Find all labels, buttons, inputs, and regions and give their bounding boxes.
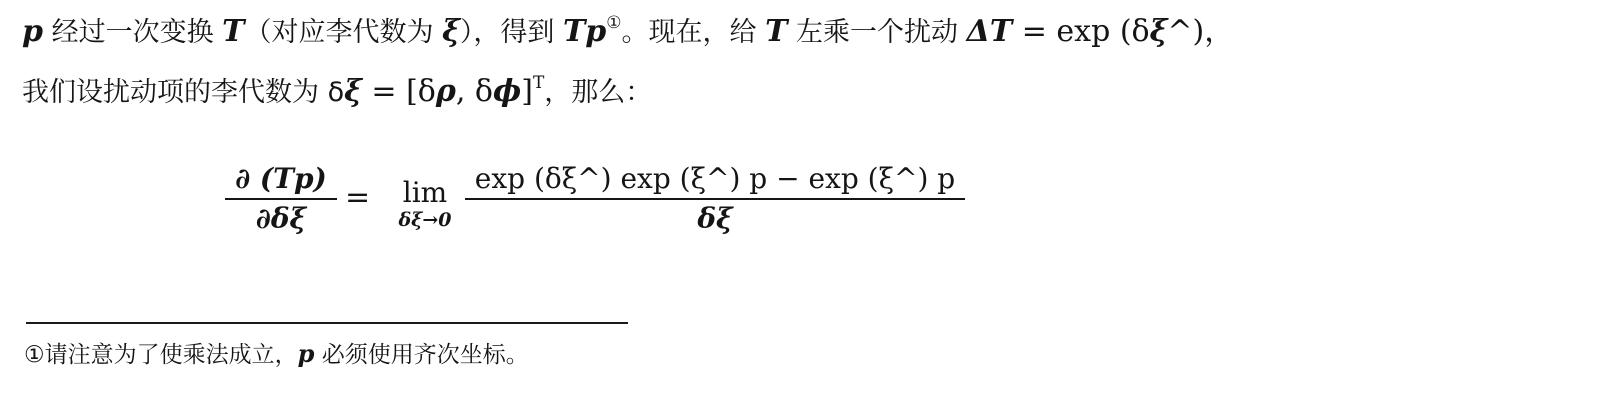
rho-symbol: ρ: [435, 74, 456, 109]
text-segment: 左乘一个扰动: [787, 17, 967, 48]
rhs-denominator: δξ: [697, 202, 733, 235]
lie-algebra-xi: ξ: [344, 74, 362, 109]
vector-p: p: [297, 339, 315, 368]
text-segment: ，那么：: [544, 77, 653, 108]
transformed-point-Tp: Tp: [562, 14, 607, 49]
footnote: [24, 338, 529, 371]
limit-word: lim: [402, 176, 448, 209]
transpose-marker: T: [532, 73, 545, 93]
limit-subscript: δξ→0: [398, 209, 452, 231]
text-segment: 。现在，给: [621, 17, 766, 48]
vector-p: p: [22, 14, 43, 49]
footnote-text: ①请注意为了使乘法成立，: [24, 342, 298, 368]
text-segment: （对应李代数为: [244, 17, 443, 48]
lhs-denominator: ∂δξ: [255, 202, 307, 235]
transform-T: T: [222, 14, 245, 49]
lie-algebra-xi: ξ: [442, 14, 460, 49]
rhs-numerator: exp (δξ^) exp (ξ^) p − exp (ξ^) p: [474, 162, 956, 195]
text-segment: 我们设扰动项的李代数为 δ: [22, 77, 345, 108]
transform-T: T: [765, 14, 788, 49]
math-segment: ]: [521, 74, 533, 109]
footnote-marker[interactable]: ①: [606, 13, 622, 33]
paragraph-line-1: [22, 12, 1234, 53]
lhs-numerator: ∂ (Tp): [235, 162, 327, 195]
math-segment: = [δ: [361, 74, 436, 109]
math-segment: ^)，: [1167, 14, 1235, 49]
equals-sign: =: [345, 180, 371, 215]
math-segment: , δ: [455, 74, 493, 109]
perturbation-delta-T: ΔT: [966, 14, 1013, 49]
lie-algebra-xi: ξ: [1149, 14, 1168, 49]
phi-symbol: ϕ: [492, 74, 522, 109]
rhs-fraction: [465, 160, 965, 238]
lhs-fraction: [225, 160, 337, 238]
text-segment: ），得到: [459, 17, 563, 48]
text-segment: 经过一次变换: [42, 17, 223, 48]
footnote-divider: [26, 322, 628, 324]
derivative-equation: [225, 148, 985, 258]
footnote-text: 必须使用齐次坐标。: [314, 342, 529, 368]
paragraph-line-2: [22, 72, 652, 113]
limit-operator: [385, 176, 465, 230]
math-segment: = exp (δ: [1012, 14, 1150, 49]
